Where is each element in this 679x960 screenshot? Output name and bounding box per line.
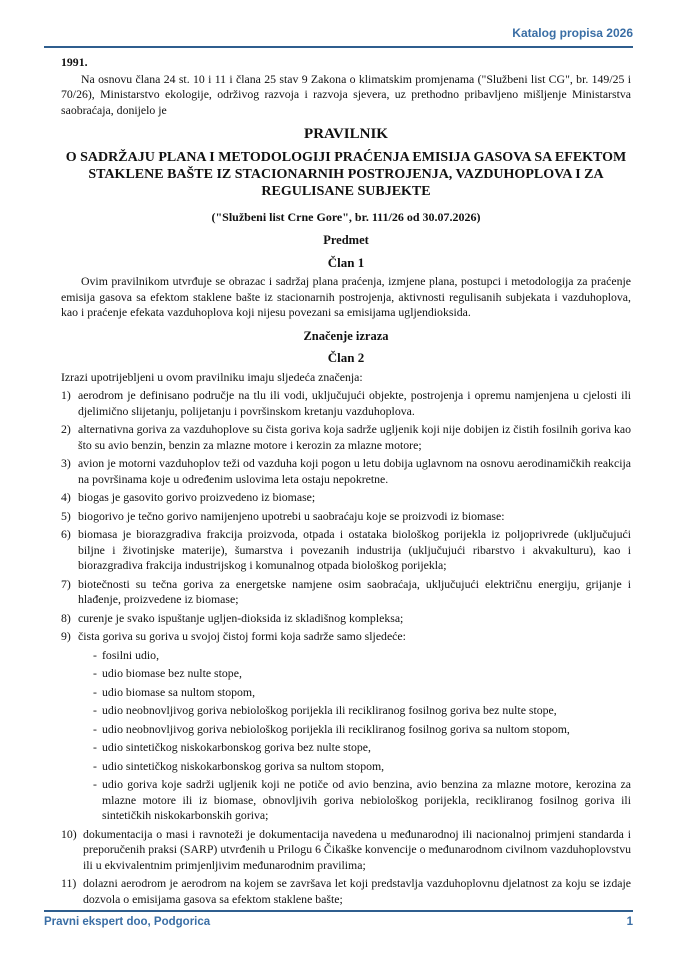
list-item: 11) dolazni aerodrom je aerodrom na kojem se završava let koji predstavlja vazduhoplovnu djelatnost za koju se izdaje dozvola o emisijama gasova sa efektom staklene bašte; <box>61 876 631 906</box>
sub-list-item: - udio goriva koje sadrži ugljenik koji ne potiče od avio benzina, avio benzina za mlazne motore, kerozina za mlazne motore ili iz biomase, obnovljivih goriva nebiološkog porijekla, recikliranog fosilnog goriva ili sintetičkih niskokarbonskih goriva; <box>93 777 631 822</box>
list-item: 5) biogorivo je tečno gorivo namijenjeno upotrebi u saobraćaju koje se proizvodi iz biomase: <box>61 508 505 523</box>
document-body <box>61 55 631 910</box>
list-item: 9) čista goriva su goriva u svojoj čistoj formi koja sadrže samo sljedeće: <box>61 629 406 643</box>
footer-bar <box>44 910 633 936</box>
header-bar <box>44 20 633 48</box>
document-subtitle: O SADRŽAJU PLANA I METODOLOGIJI PRAĆENJA EMISIJA GASOVA SA EFEKTOM STAKLENE BAŠTE IZ STACIONARNIH POSTROJENJA, VAZDUHOPLOVA I ZA REGULISANE SUBJEKTE <box>65 149 627 199</box>
sub-list-item: - udio biomase sa nultom stopom, <box>93 684 256 699</box>
sub-list-item: - udio biomase bez nulte stope, <box>93 666 242 680</box>
publisher-name: Pravni ekspert doo, Podgorica <box>44 916 211 928</box>
sub-list-item: - fosilni udio, <box>93 647 160 662</box>
section-heading-definitions: Značenje izraza <box>303 328 389 343</box>
sub-list-item: - udio sintetičkog niskokarbonskog goriva bez nulte stope, <box>93 740 371 754</box>
sub-list <box>93 648 631 824</box>
catalog-title: Katalog propisa 2026 <box>512 26 633 40</box>
list-item: 7) biotečnosti su tečna goriva za energetske namjene osim saobraćaja, uključujući električnu energiju, grijanje i hlađenje, proizvedene iz biomase; <box>61 576 631 606</box>
sub-list-item: - udio sintetičkog niskokarbonskog goriva sa nultom stopom, <box>93 758 385 773</box>
section-heading-subject: Predmet <box>323 233 369 247</box>
list-item: 1) aerodrom je definisano područje na tlu ili vodi, uključujući objekte, postrojenja i opremu namjenjena u cjelosti ili djelimično slijetanju, polijetanju i površinskom kretanju vazduhoplova. <box>61 388 631 418</box>
document-number: 1991. <box>61 55 88 69</box>
sub-list-item: - udio neobnovljivog goriva nebiološkog porijekla ili recikliranog fosilnog goriva sa nultom stopom, <box>93 721 570 736</box>
sub-list-item: - udio neobnovljivog goriva nebiološkog porijekla ili recikliranog fosilnog goriva bez nulte stope, <box>93 703 557 717</box>
list-item: 10) dokumentacija o masi i ravnoteži je dokumentacija navedena u međunarodnoj ili nacionalnoj primjeni standarda i preporučenih praksi (SARP) utvrđenih u Prilogu 6 Čikaške konvencije o međunarodnom civilnom vazduhoplovstvu ili u ekvivalentnim primjenljivim međunarodnim pravilima; <box>61 826 631 872</box>
document-title: PRAVILNIK <box>304 126 388 142</box>
article-1-text: Ovim pravilnikom utvrđuje se obrazac i sadržaj plana praćenja, izmjene plana, postupci i metodologija za praćenje emisija gasova sa efektom staklene bašte iz stacionarnih postrojenja, aktivnosti regulisanih subjekata i vazduhoplova, kao i praćenje efekata vazduhoplova koji nijesu povezani sa emisijama ugljendioksida. <box>61 274 631 319</box>
list-item: 4) biogas je gasovito gorivo proizvedeno iz biomase; <box>61 490 316 504</box>
list-item: 8) curenje je svako ispuštanje ugljen-dioksida iz skladišnog kompleksa; <box>61 610 404 625</box>
page-number: 1 <box>626 916 633 928</box>
list-item: 6) biomasa je biorazgradiva frakcija proizvoda, otpada i ostataka biološkog porijekla iz poljoprivrede (uključujući biljne i životinjske materije), šumarstva i povezanih industrija (uključujući ribarstvo i akvakulturu), kao i biorazgradiva frakcija industrijskog i komunalnog otpada biološkog porijekla; <box>61 527 631 572</box>
list-item: 2) alternativna goriva za vazduhoplove su čista goriva koja sadrže ugljenik koji nije dobijen iz čistih fosilnih goriva kao što su avio benzin, benzin za mlazne motore i kerozin za mlazne motore; <box>61 422 631 452</box>
definitions-list <box>61 388 631 907</box>
article-1-heading: Član 1 <box>327 254 365 270</box>
gazette-reference: ("Službeni list Crne Gore", br. 111/26 od 30.07.2026) <box>211 209 481 224</box>
list-item: 3) avion je motorni vazduhoplov teži od vazduha koji pogon u letu dobija uglavnom na osnovu aerodinamičkih reakcija na površinama koje u određenim uslovima leta ostaju nepokretne. <box>61 456 631 486</box>
article-2-heading: Član 2 <box>327 350 365 365</box>
intro-paragraph: Na osnovu člana 24 st. 10 i 11 i člana 25 stav 9 Zakona o klimatskim promjenama ("Službeni list CG", br. 149/25 i 70/26), Ministarstvo ekologije, održivog razvoja i razvoja sjevera, uz prethodno pribavljeno mišljenje Ministarstva saobraćaja, donijelo je <box>61 71 631 117</box>
article-2-intro: Izrazi upotrijebljeni u ovom pravilniku imaju sljedeća značenja: <box>61 369 363 384</box>
